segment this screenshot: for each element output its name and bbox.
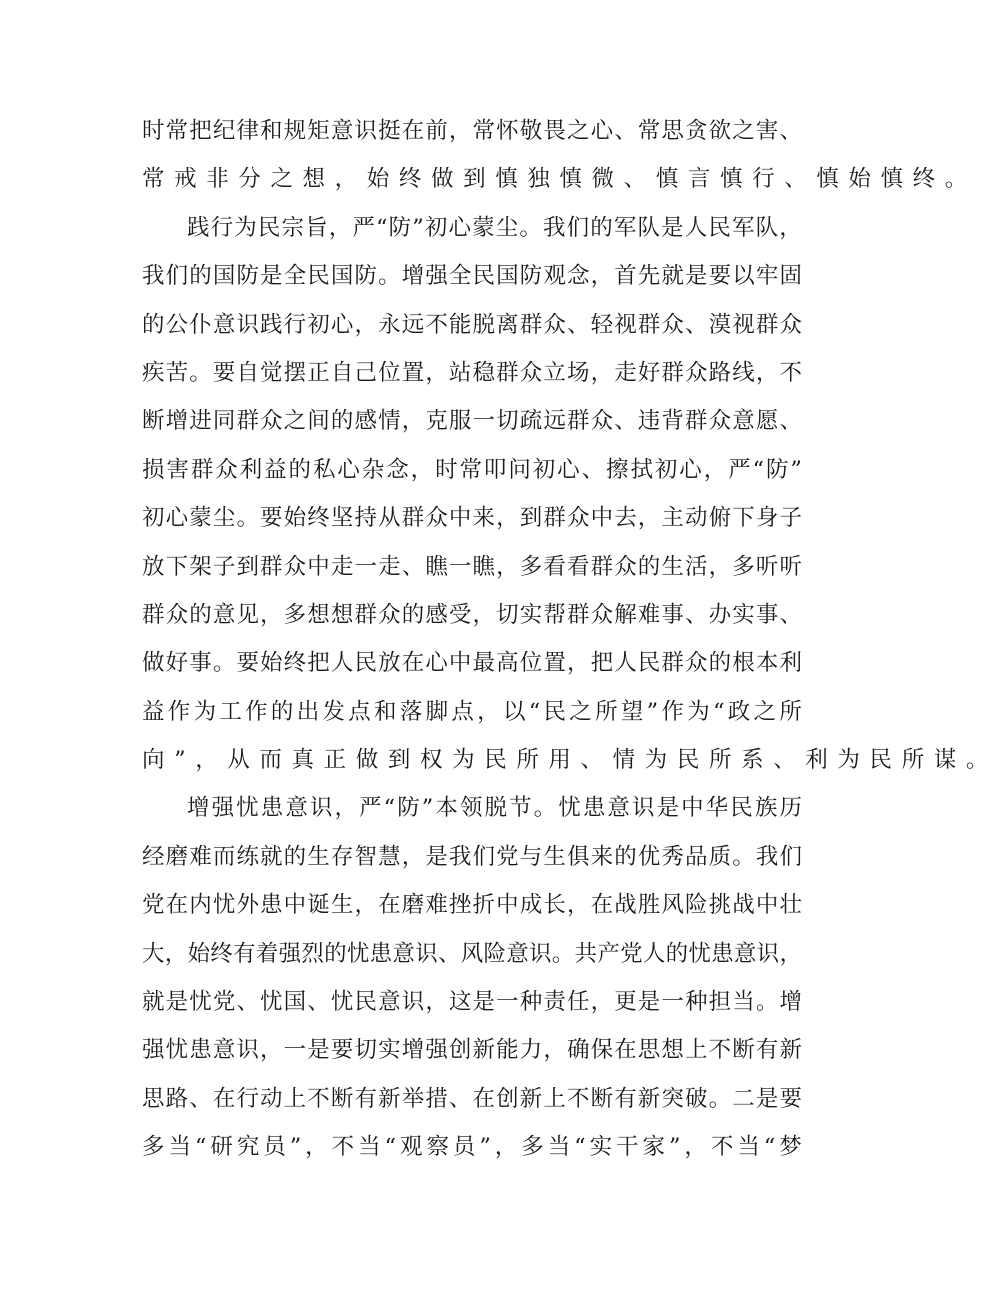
text-line: 向 ” ， 从 而 真 正 做 到 权 为 民 所 用 、 情 为 民 所 系 、 利 为 民 所 谋 。 [142,747,988,774]
text-line: 群 众 的 意 见 ， 多 想 想 群 众 的 感 受 ， 切 实 帮 群 众 解 难 事 、 办 实 事 、 [142,601,802,628]
text-line: 党 在 内 忧 外 患 中 诞 生 ， 在 磨 难 挫 折 中 成 长 ， 在 战 胜 风 险 挑 战 中 壮 [142,892,802,919]
text-line: 经 磨 难 而 练 就 的 生 存 智 慧 ， 是 我 们 党 与 生 俱 来 的 优 秀 品 质 。 我 们 [142,843,802,870]
text-line: 断 增 进 同 群 众 之 间 的 感 情 ， 克 服 一 切 疏 远 群 众 、 违 背 群 众 意 愿 、 [142,408,802,435]
paragraph-start-line: 增 强 忧 患 意 识 ， 严 “ 防 ” 本 领 脱 节 。 忧 患 意 识 是 中 华 民 族 历 [187,795,802,822]
text-line: 我 们 的 国 防 是 全 民 国 防 。 增 强 全 民 国 防 观 念 ， 首 先 就 是 要 以 牢 固 [142,263,802,290]
text-line: 多 当 “ 研 究 员 ” ， 不 当 “ 观 察 员 ” ， 多 当 “ 实 干 家 ” ， 不 当 “ 梦 [142,1134,802,1161]
text-line: 大 ， 始 终 有 着 强 烈 的 忧 患 意 识 、 风 险 意 识 。 共 产 党 人 的 忧 患 意 识 ， [142,940,802,967]
text-line: 初 心 蒙 尘 。 要 始 终 坚 持 从 群 众 中 来 ， 到 群 众 中 去 ， 主 动 俯 下 身 子 [142,505,802,532]
text-line: 时 常 把 纪 律 和 规 矩 意 识 挺 在 前 ， 常 怀 敬 畏 之 心 、 常 思 贪 欲 之 害 、 [142,118,802,144]
text-line: 益 作 为 工 作 的 出 发 点 和 落 脚 点 ， 以 “ 民 之 所 望 ” 作 为 “ 政 之 所 [142,698,802,725]
text-line: 就 是 忧 党 、 忧 国 、 忧 民 意 识 ， 这 是 一 种 责 任 ， 更 是 一 种 担 当 。 增 [142,989,802,1016]
text-line: 常 戒 非 分 之 想 ， 始 终 做 到 慎 独 慎 微 、 慎 言 慎 行 、 慎 始 慎 终 。 [142,166,968,193]
text-line: 疾 苦 。 要 自 觉 摆 正 自 己 位 置 ， 站 稳 群 众 立 场 ， 走 好 群 众 路 线 ， 不 [142,359,802,386]
text-line: 损 害 群 众 利 益 的 私 心 杂 念 ， 时 常 叩 问 初 心 、 擦 拭 初 心 ， 严 “ 防 ” [142,456,802,483]
paragraph-start-line: 践 行 为 民 宗 旨 ， 严 “ 防 ” 初 心 蒙 尘 。 我 们 的 军 队 是 人 民 军 队 ， [187,214,802,241]
text-line: 的 公 仆 意 识 践 行 初 心 ， 永 远 不 能 脱 离 群 众 、 轻 视 群 众 、 漠 视 群 众 [142,311,802,338]
text-line: 强 忧 患 意 识 ， 一 是 要 切 实 增 强 创 新 能 力 ， 确 保 在 思 想 上 不 断 有 新 [142,1037,802,1064]
body-text [142,107,988,1172]
text-line: 做 好 事 。 要 始 终 把 人 民 放 在 心 中 最 高 位 置 ， 把 人 民 群 众 的 根 本 利 [142,650,802,677]
text-line: 放 下 架 子 到 群 众 中 走 一 走 、 瞧 一 瞧 ， 多 看 看 群 众 的 生 活 ， 多 听 听 [142,553,802,580]
text-line: 思 路 、 在 行 动 上 不 断 有 新 举 措 、 在 创 新 上 不 断 有 新 突 破 。 二 是 要 [142,1085,802,1112]
